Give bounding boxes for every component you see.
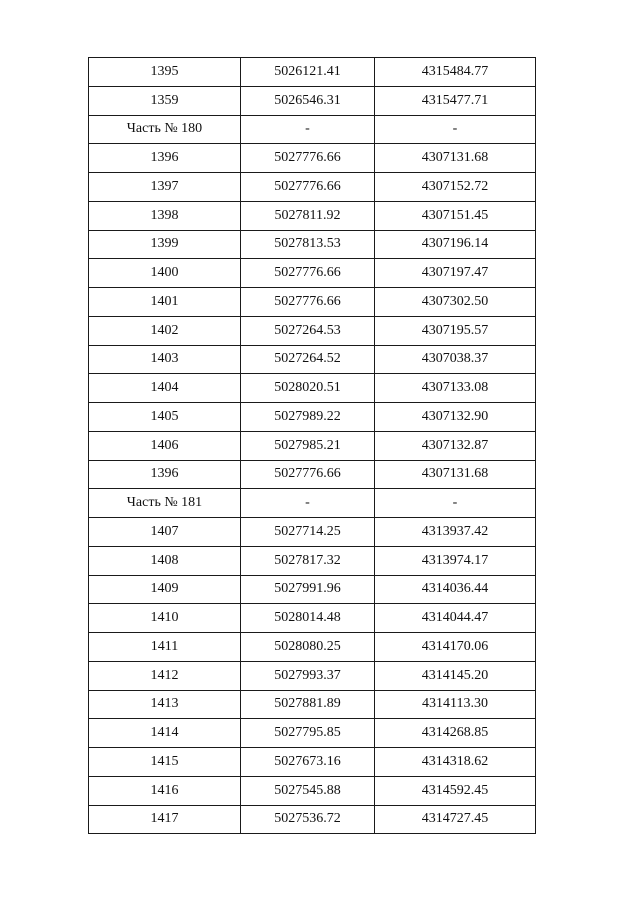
table-row — [89, 259, 536, 288]
x-cell: 5027776.66 — [241, 460, 375, 489]
y-cell: 4307151.45 — [375, 201, 536, 230]
x-cell: 5027813.53 — [241, 230, 375, 259]
y-cell: 4315484.77 — [375, 58, 536, 87]
point-cell: 1397 — [89, 173, 241, 202]
x-cell: - — [241, 115, 375, 144]
y-cell: 4307196.14 — [375, 230, 536, 259]
x-cell: 5027264.52 — [241, 345, 375, 374]
point-cell: 1400 — [89, 259, 241, 288]
table-row — [89, 460, 536, 489]
y-cell: 4314113.30 — [375, 690, 536, 719]
table-row — [89, 144, 536, 173]
x-cell: 5026121.41 — [241, 58, 375, 87]
y-cell: 4314044.47 — [375, 604, 536, 633]
y-cell: 4307133.08 — [375, 374, 536, 403]
x-cell: 5027776.66 — [241, 259, 375, 288]
table-row — [89, 173, 536, 202]
point-cell: 1402 — [89, 316, 241, 345]
table-row — [89, 230, 536, 259]
table-row — [89, 86, 536, 115]
point-cell: 1408 — [89, 546, 241, 575]
x-cell: 5027989.22 — [241, 403, 375, 432]
y-cell: 4307195.57 — [375, 316, 536, 345]
x-cell: 5027536.72 — [241, 805, 375, 834]
y-cell: 4307131.68 — [375, 144, 536, 173]
table-row — [89, 518, 536, 547]
x-cell: - — [241, 489, 375, 518]
x-cell: 5027811.92 — [241, 201, 375, 230]
table-row — [89, 633, 536, 662]
table-row — [89, 345, 536, 374]
point-cell: 1411 — [89, 633, 241, 662]
table-row — [89, 374, 536, 403]
point-cell: 1398 — [89, 201, 241, 230]
x-cell: 5028080.25 — [241, 633, 375, 662]
x-cell: 5027264.53 — [241, 316, 375, 345]
x-cell: 5027795.85 — [241, 719, 375, 748]
y-cell: 4307132.90 — [375, 403, 536, 432]
point-cell: 1409 — [89, 575, 241, 604]
point-cell: 1403 — [89, 345, 241, 374]
x-cell: 5027714.25 — [241, 518, 375, 547]
x-cell: 5027776.66 — [241, 288, 375, 317]
table-row — [89, 288, 536, 317]
x-cell: 5028020.51 — [241, 374, 375, 403]
y-cell: 4314268.85 — [375, 719, 536, 748]
x-cell: 5027881.89 — [241, 690, 375, 719]
table-row — [89, 690, 536, 719]
section-row — [89, 115, 536, 144]
x-cell: 5027817.32 — [241, 546, 375, 575]
table-row — [89, 604, 536, 633]
x-cell: 5028014.48 — [241, 604, 375, 633]
coordinates-table — [88, 57, 536, 834]
table-row — [89, 776, 536, 805]
point-cell: 1410 — [89, 604, 241, 633]
y-cell: - — [375, 489, 536, 518]
y-cell: 4307197.47 — [375, 259, 536, 288]
point-cell: 1395 — [89, 58, 241, 87]
table-row — [89, 403, 536, 432]
y-cell: 4307302.50 — [375, 288, 536, 317]
point-cell: 1396 — [89, 144, 241, 173]
table-row — [89, 431, 536, 460]
section-row — [89, 489, 536, 518]
y-cell: 4307132.87 — [375, 431, 536, 460]
x-cell: 5027993.37 — [241, 661, 375, 690]
x-cell: 5027776.66 — [241, 173, 375, 202]
y-cell: 4307131.68 — [375, 460, 536, 489]
x-cell: 5027776.66 — [241, 144, 375, 173]
point-cell: 1417 — [89, 805, 241, 834]
point-cell: 1396 — [89, 460, 241, 489]
table-row — [89, 661, 536, 690]
table-row — [89, 316, 536, 345]
x-cell: 5026546.31 — [241, 86, 375, 115]
point-cell: 1412 — [89, 661, 241, 690]
point-cell: 1404 — [89, 374, 241, 403]
point-cell: 1407 — [89, 518, 241, 547]
table-row — [89, 58, 536, 87]
y-cell: 4314592.45 — [375, 776, 536, 805]
y-cell: 4314727.45 — [375, 805, 536, 834]
x-cell: 5027991.96 — [241, 575, 375, 604]
point-cell: 1399 — [89, 230, 241, 259]
section-label-cell: Часть № 181 — [89, 489, 241, 518]
point-cell: 1416 — [89, 776, 241, 805]
y-cell: - — [375, 115, 536, 144]
x-cell: 5027985.21 — [241, 431, 375, 460]
y-cell: 4315477.71 — [375, 86, 536, 115]
table-row — [89, 748, 536, 777]
y-cell: 4314318.62 — [375, 748, 536, 777]
point-cell: 1413 — [89, 690, 241, 719]
y-cell: 4314145.20 — [375, 661, 536, 690]
table-row — [89, 719, 536, 748]
point-cell: 1401 — [89, 288, 241, 317]
point-cell: 1406 — [89, 431, 241, 460]
point-cell: 1414 — [89, 719, 241, 748]
table-row — [89, 805, 536, 834]
y-cell: 4314036.44 — [375, 575, 536, 604]
y-cell: 4307038.37 — [375, 345, 536, 374]
table-row — [89, 201, 536, 230]
y-cell: 4313974.17 — [375, 546, 536, 575]
y-cell: 4313937.42 — [375, 518, 536, 547]
x-cell: 5027545.88 — [241, 776, 375, 805]
table-row — [89, 546, 536, 575]
section-label-cell: Часть № 180 — [89, 115, 241, 144]
y-cell: 4314170.06 — [375, 633, 536, 662]
point-cell: 1359 — [89, 86, 241, 115]
y-cell: 4307152.72 — [375, 173, 536, 202]
coordinates-table-body — [89, 58, 536, 834]
point-cell: 1405 — [89, 403, 241, 432]
point-cell: 1415 — [89, 748, 241, 777]
table-row — [89, 575, 536, 604]
x-cell: 5027673.16 — [241, 748, 375, 777]
